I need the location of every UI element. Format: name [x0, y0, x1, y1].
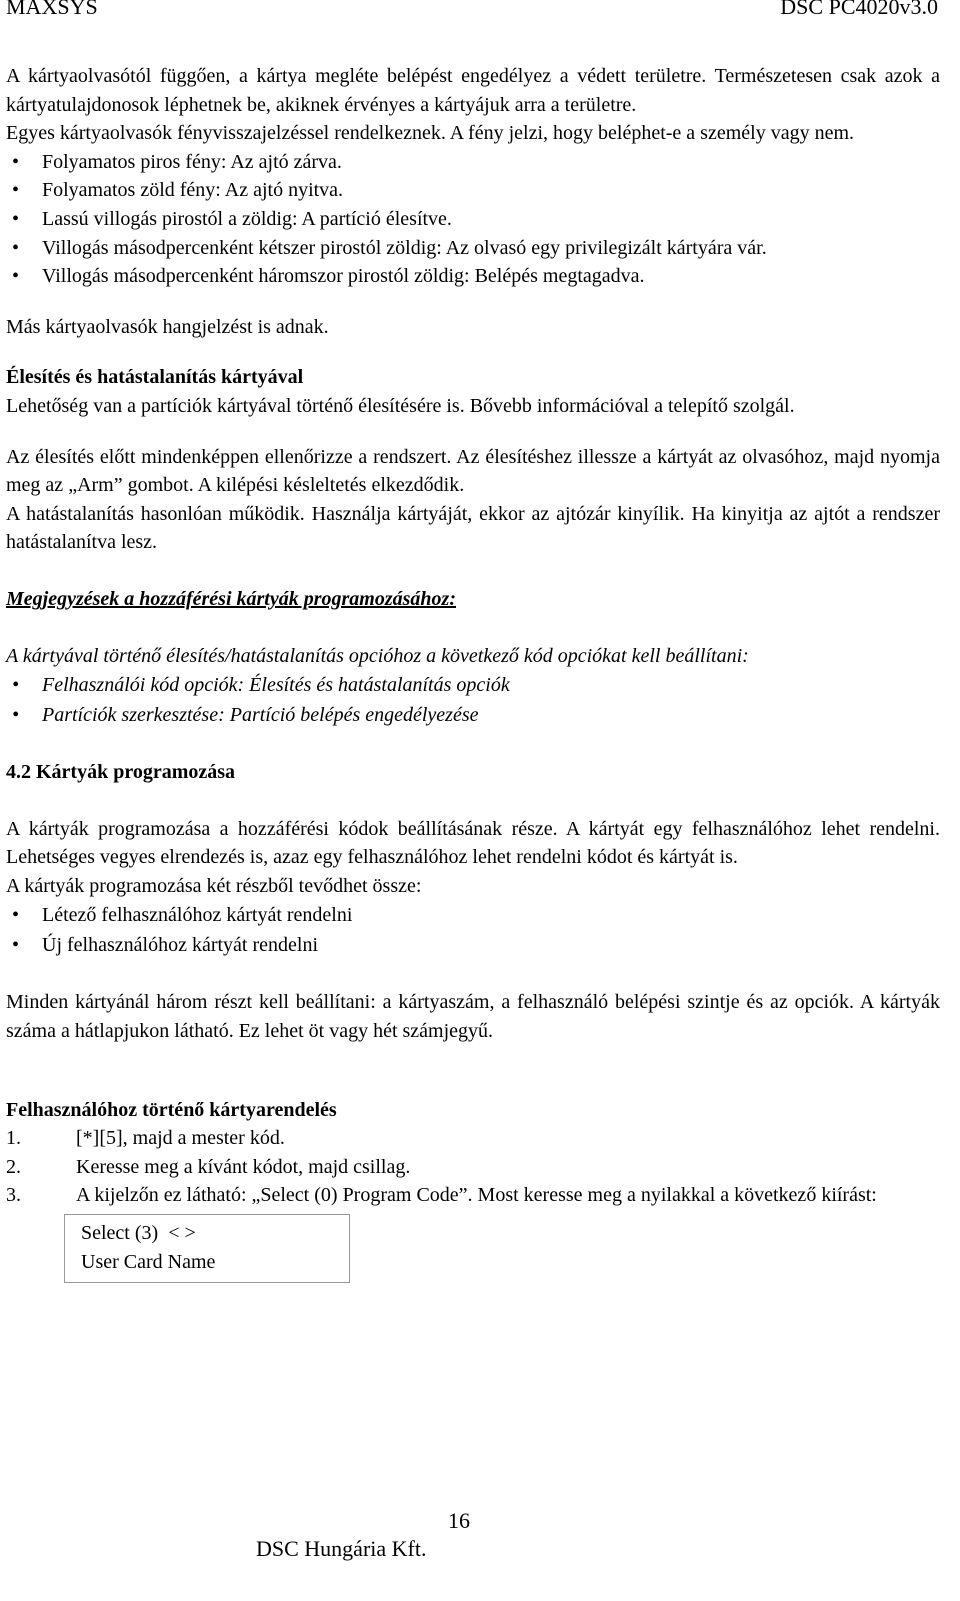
step-item: [6, 1153, 940, 1182]
list-item: • Új felhasználóhoz kártyát rendelni: [6, 930, 940, 960]
light-indicator-list: [6, 148, 940, 291]
document-body: [6, 62, 940, 1283]
step-text: A kijelzőn ez látható: „Select (0) Program Code”. Most keresse meg a nyilakkal a következő kiírást:: [76, 1184, 877, 1207]
intro-paragraph-1: A kártyaolvasótól függően, a kártya megléte belépést engedélyez a védett területre. Természetesen csak azok a kártyatulajdonosok léphetnek be, akiknek érvényes a kártyájuk arra a területre.: [6, 65, 940, 116]
list-item: • Villogás másodpercenként kétszer pirostól zöldig: Az olvasó egy privilegizált kártyára vár.: [6, 234, 940, 263]
step-number: 1.: [6, 1127, 21, 1150]
list-item: • Folyamatos zöld fény: Az ajtó nyitva.: [6, 176, 940, 205]
list-item: • Lassú villogás pirostól a zöldig: A partíció élesítve.: [6, 205, 940, 234]
intro-paragraph-3: Más kártyaolvasók hangjelzést is adnak.: [6, 315, 329, 338]
step-text: [*][5], majd a mester kód.: [76, 1127, 285, 1150]
step-item: [6, 1124, 940, 1153]
arming-paragraph-1: Lehetőség van a partíciók kártyával történő élesítésére is. Bővebb információval a telepítő szolgál.: [6, 394, 795, 417]
arming-heading: Élesítés és hatástalanítás kártyával: [6, 366, 304, 389]
step-text: Keresse meg a kívánt kódot, majd csillag.: [76, 1155, 411, 1178]
notes-heading: Megjegyzések a hozzáférési kártyák programozásához:: [6, 587, 456, 610]
header-product: MAXSYS: [6, 0, 98, 19]
step-number: 3.: [6, 1184, 21, 1207]
section-4-2-paragraph-3: Minden kártyánál három részt kell beállítani: a kártyaszám, a felhasználó belépési szintje és az opciók. A kártyák száma a hátlapjukon látható. Ez lehet öt vagy hét számjegyű.: [6, 991, 940, 1043]
lcd-line-1: Select (3) < >: [81, 1222, 196, 1245]
card-programming-list: [6, 900, 940, 960]
arming-paragraph-2: Az élesítés előtt mindenképpen ellenőrizze a rendszert. Az élesítéshez illessze a kártyát az olvasóhoz, majd nyomja meg az „Arm” gombot. A kilépési késleltetés elkezdődik.: [6, 445, 940, 497]
intro-paragraph-2: Egyes kártyaolvasók fényvisszajelzéssel rendelkeznek. A fény jelzi, hogy beléphet-e a személy vagy nem.: [6, 122, 855, 145]
step-number: 2.: [6, 1155, 21, 1178]
section-4-2-paragraph-1: A kártyák programozása a hozzáférési kódok beállításának része. A kártyát egy felhasználóhoz lehet rendelni. Lehetséges vegyes elrendezés is, azaz egy felhasználóhoz lehet rendelni kódot és kártyát is.: [6, 817, 940, 869]
lcd-line-2: User Card Name: [81, 1250, 216, 1273]
list-item: • Létező felhasználóhoz kártyát rendelni: [6, 900, 940, 930]
header-model: DSC PC4020v3.0: [780, 0, 938, 19]
arming-paragraph-3: A hatástalanítás hasonlóan működik. Használja kártyáját, ekkor az ajtózár kinyílik. Ha kinyitja az ajtót a rendszer hatástalanítva lesz.: [6, 502, 940, 554]
notes-list: [6, 670, 940, 730]
card-assign-heading: Felhasználóhoz történő kártyarendelés: [6, 1098, 337, 1121]
notes-intro: A kártyával történő élesítés/hatástalanítás opcióhoz a következő kód opciókat kell beállítani:: [6, 644, 749, 667]
section-4-2-paragraph-2: A kártyák programozása két részből tevődhet össze:: [6, 874, 422, 897]
footer-company: DSC Hungária Kft.: [256, 1536, 427, 1561]
list-item: • Folyamatos piros fény: Az ajtó zárva.: [6, 148, 940, 177]
list-item: • Partíciók szerkesztése: Partíció belépés engedélyezése: [6, 700, 940, 730]
list-item: • Felhasználói kód opciók: Élesítés és hatástalanítás opciók: [6, 670, 940, 700]
lcd-display-box: [64, 1214, 350, 1283]
card-assign-steps: [6, 1124, 940, 1210]
section-4-2-heading: 4.2 Kártyák programozása: [6, 761, 236, 784]
list-item: • Villogás másodpercenként háromszor pirostól zöldig: Belépés megtagadva.: [6, 262, 940, 291]
step-item: [6, 1181, 940, 1210]
page-number: 16: [448, 1508, 470, 1533]
